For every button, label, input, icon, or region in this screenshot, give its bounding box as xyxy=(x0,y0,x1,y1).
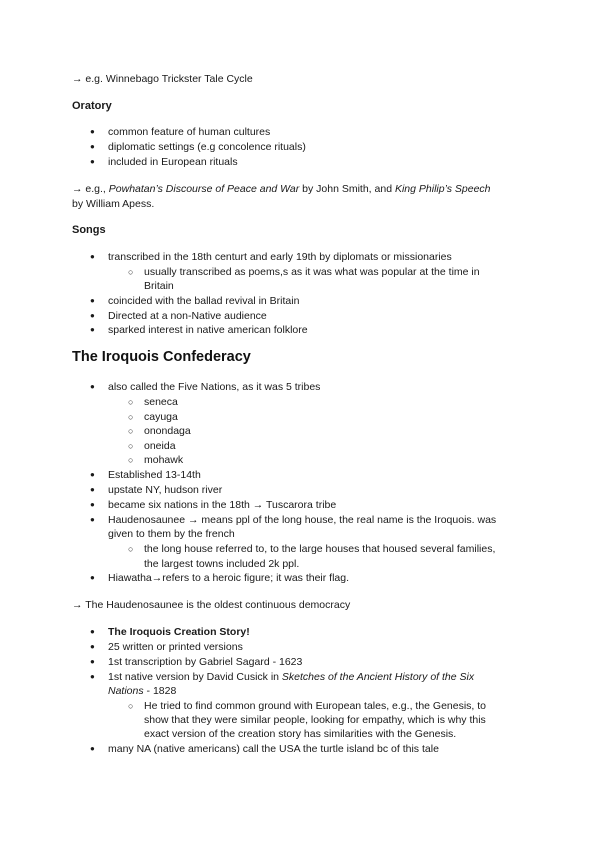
list-item: ● common feature of human cultures xyxy=(108,125,538,140)
list-item: ● Hiawatha→refers to a heroic figure; it was their flag. xyxy=(108,571,538,586)
sub-list-item: ○ He tried to find common ground with European tales, e.g., the Genesis, to xyxy=(144,699,538,714)
cusick-prefix: 1st native version by David Cusick in xyxy=(108,671,282,683)
trickster-line: → e.g. Winnebago Trickster Tale Cycle xyxy=(72,73,253,85)
list-item: ● coincided with the ballad revival in Britain xyxy=(108,294,538,309)
list-item: ● 1st transcription by Gabriel Sagard - 1623 xyxy=(108,655,538,670)
democracy-line: → The Haudenosaunee is the oldest continuous democracy xyxy=(72,599,351,611)
eg-mid: by John Smith, and xyxy=(299,183,395,195)
oratory-heading: Oratory xyxy=(72,100,112,112)
tribe-item: ○ cayuga xyxy=(144,410,538,425)
iroquois-heading: The Iroquois Confederacy xyxy=(72,349,251,365)
tribe-item: ○ mohawk xyxy=(144,453,538,468)
list-item: ● included in European rituals xyxy=(108,155,538,170)
list-item: ● Established 13-14th xyxy=(108,468,538,483)
cusick-suffix: - 1828 xyxy=(143,685,177,697)
oratory-example-line2: by William Apess. xyxy=(72,198,155,210)
sketches-title: Sketches of the Ancient History of the Six xyxy=(281,671,475,683)
list-item: ● became six nations in the 18th → Tuscarora tribe xyxy=(108,498,538,513)
list-item: ● sparked interest in native american folklore xyxy=(108,323,538,338)
tribe-item: ○ seneca xyxy=(144,395,538,410)
list-item: ● diplomatic settings (e.g concolence rituals) xyxy=(108,140,538,155)
list-item: ● Haudenosaunee → means ppl of the long house, the real name is the Iroquois. was xyxy=(108,513,538,528)
list-item-cont xyxy=(108,684,176,699)
sub-list-item-cont: the largest towns included 2k ppl. xyxy=(144,558,300,570)
songs-heading: Songs xyxy=(72,224,106,236)
sub-list-item: ○ usually transcribed as poems,s as it was what was popular at the time in xyxy=(144,265,538,280)
eg-prefix: → e.g., xyxy=(72,183,109,195)
oratory-example-line1 xyxy=(72,182,491,197)
sketches-title-cont: Nations xyxy=(108,685,144,697)
creation-story-title-text: The Iroquois Creation Story! xyxy=(108,626,250,638)
eg-title-powhatan: Powhatan’s Discourse of Peace and War xyxy=(108,183,300,195)
list-item: ● Directed at a non-Native audience xyxy=(108,309,538,324)
list-item: ● transcribed in the 18th centurt and early 19th by diplomats or missionaries xyxy=(108,250,538,265)
tribe-item: ○ onondaga xyxy=(144,424,538,439)
list-item: ● many NA (native americans) call the USA the turtle island bc of this tale xyxy=(108,742,538,757)
sub-list-item-cont: show that they were similar people, looking for empathy, which is why this xyxy=(144,714,486,726)
eg-title-king-philip: King Philip’s Speech xyxy=(394,183,491,195)
list-item: ● upstate NY, hudson river xyxy=(108,483,538,498)
sub-list-item-cont: Britain xyxy=(144,280,174,292)
list-item-cusick xyxy=(108,670,538,685)
creation-story-title xyxy=(108,625,538,640)
list-item: ● 25 written or printed versions xyxy=(108,640,538,655)
list-item-cont: given to them by the french xyxy=(108,528,235,540)
sub-list-item: ○ the long house referred to, to the large houses that housed several families, xyxy=(144,542,538,557)
tribe-item: ○ oneida xyxy=(144,439,538,454)
list-item: ● also called the Five Nations, as it was 5 tribes xyxy=(108,380,538,395)
sub-list-item-cont: exact version of the creation story has similarities with the Genesis. xyxy=(144,728,457,740)
